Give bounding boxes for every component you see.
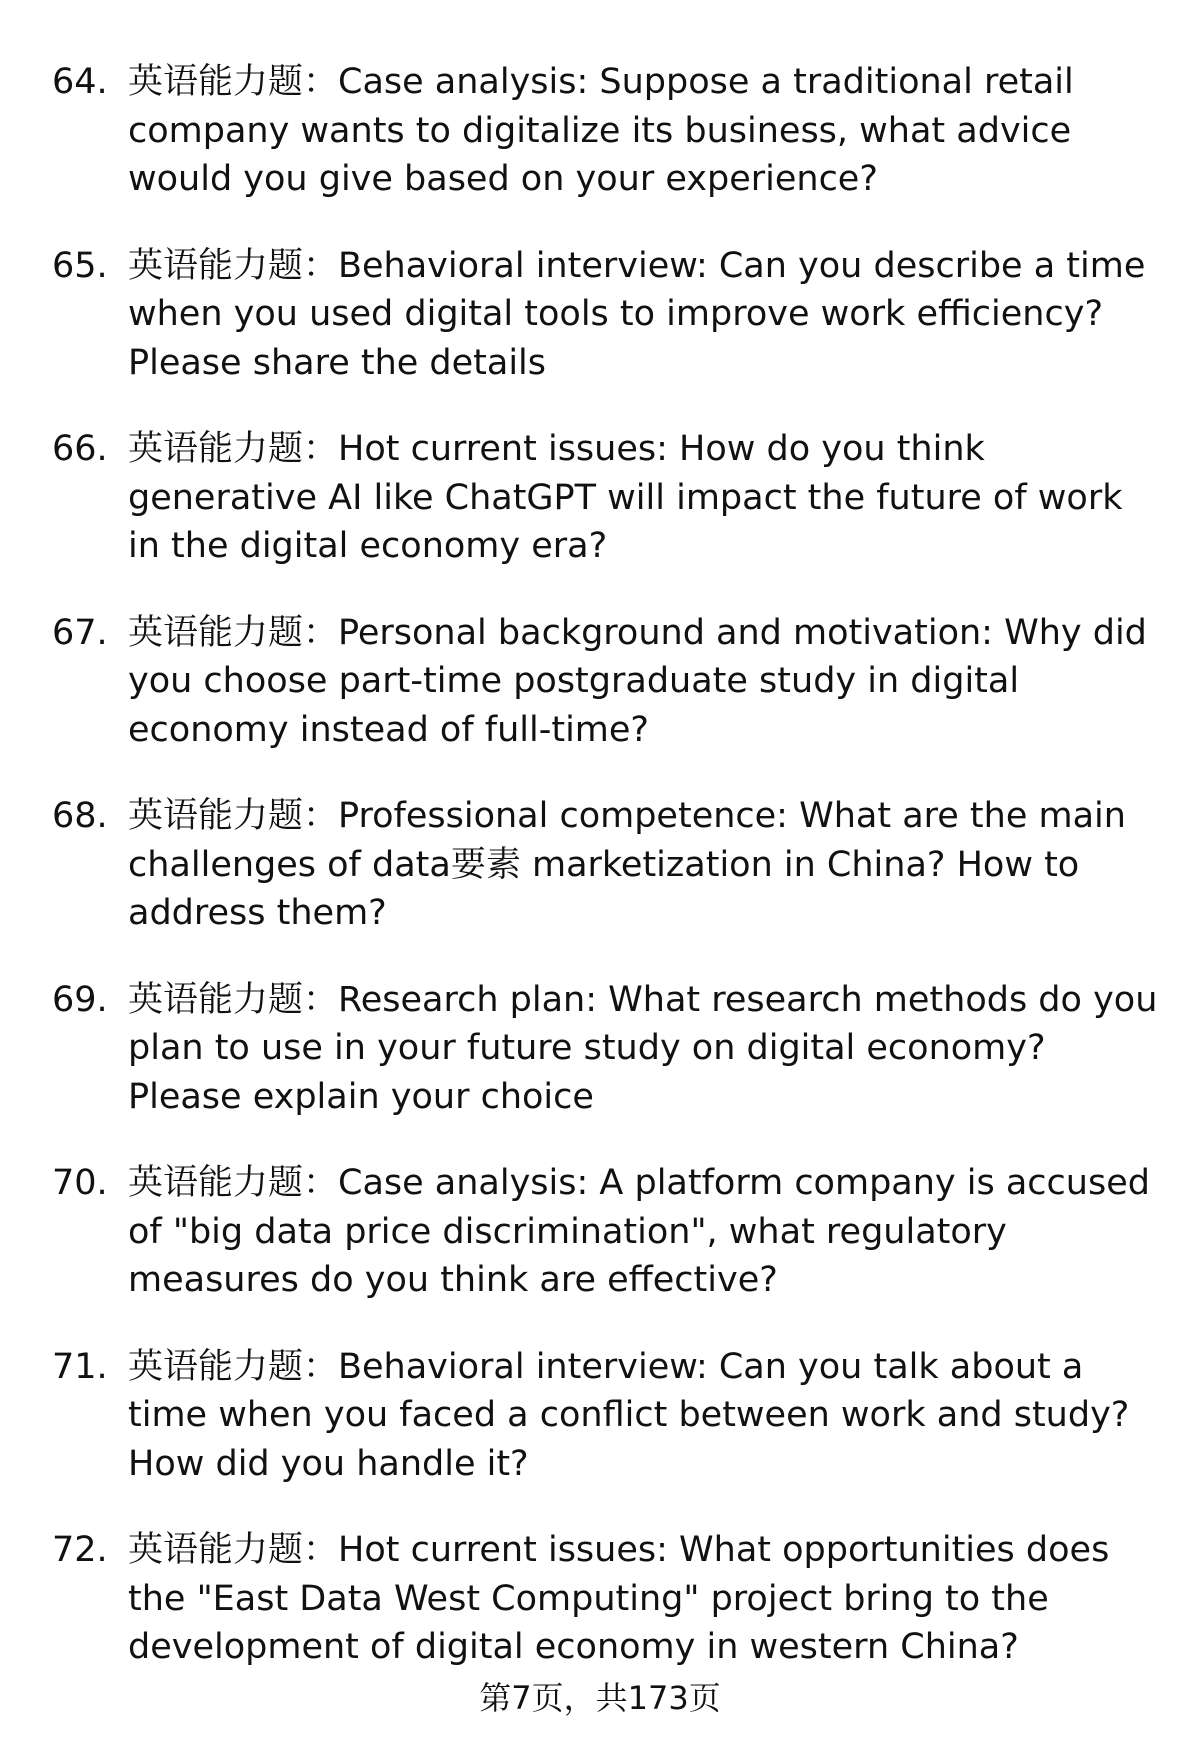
question-text: 英语能力题：Behavioral interview: Can you talk about a time when you faced a conflict between work and study? How did you handle it? <box>128 1346 1130 1484</box>
question-text: 英语能力题：Hot current issues: How do you think generative AI like ChatGPT will impact the future of work in the digital economy era? <box>128 429 1123 566</box>
question-item-67 <box>52 609 1162 755</box>
question-number: 70. <box>52 1163 108 1203</box>
question-text: 英语能力题：Behavioral interview: Can you describe a time when you used digital tools to improve work efficiency? Please share the details <box>128 245 1146 383</box>
question-item-69 <box>52 976 1162 1122</box>
question-number: 71. <box>52 1346 108 1387</box>
question-item-66 <box>52 425 1162 571</box>
page-footer: 第7页，共173页 <box>479 1679 721 1717</box>
question-item-70 <box>52 1159 1162 1305</box>
question-item-68 <box>52 792 1162 938</box>
question-item-71 <box>52 1343 1162 1489</box>
question-text: 英语能力题：Research plan: What research methods do you plan to use in your future study on digital economy? Please explain your choice <box>128 979 1158 1117</box>
question-text: 英语能力题：Case analysis: A platform company is accused of "big data price discrimination", what regulatory measures do you think are effective? <box>128 1163 1150 1300</box>
question-text: 英语能力题：Personal background and motivation: Why did you choose part-time postgraduate study in digital economy instead of full-time? <box>128 612 1147 750</box>
question-number: 66. <box>52 429 108 469</box>
question-number: 65. <box>52 245 108 286</box>
question-number: 64. <box>52 62 108 102</box>
question-item-64 <box>52 58 1162 204</box>
question-text: 英语能力题：Hot current issues: What opportunities does the "East Data West Computing" project bring to the development of digital economy in western China? <box>128 1530 1110 1667</box>
question-number: 68. <box>52 796 108 836</box>
question-item-65 <box>52 242 1162 388</box>
question-text: 英语能力题：Case analysis: Suppose a traditional retail company wants to digitalize its business, what advice would you give based on your experience? <box>128 62 1074 199</box>
question-number: 67. <box>52 612 108 653</box>
question-text: 英语能力题：Professional competence: What are the main challenges of data要素 marketization in China? How to address them? <box>128 796 1126 933</box>
question-number: 72. <box>52 1530 108 1570</box>
question-list <box>52 58 1162 1710</box>
question-item-72 <box>52 1526 1162 1672</box>
question-number: 69. <box>52 979 108 1020</box>
